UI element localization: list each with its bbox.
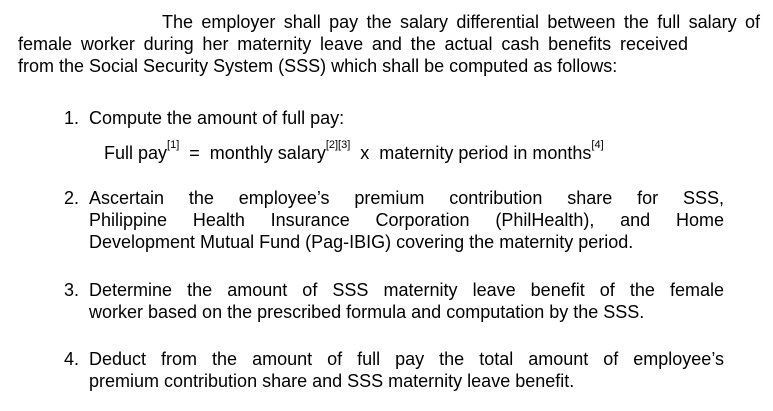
formula-equals: =: [189, 143, 200, 163]
step-number: 2.: [64, 188, 80, 208]
formula-term-full-pay: Full pay: [104, 143, 168, 163]
footnote-ref: [2][3]: [325, 139, 351, 151]
step-text: [89, 107, 724, 129]
step-text: [89, 187, 724, 253]
intro-line: The employer shall pay the salary differential between the full salary of: [162, 12, 760, 32]
step-line: Philippine Health Insurance Corporation (PhilHealth), and Home: [89, 210, 724, 230]
step-number: 4.: [64, 349, 80, 369]
step-text: [89, 279, 724, 323]
intro-paragraph: [18, 11, 760, 77]
step-number: 3.: [64, 280, 80, 300]
full-pay-formula: [104, 139, 604, 164]
step-text: [89, 348, 724, 392]
formula-term-monthly-salary: monthly salary: [209, 143, 326, 163]
step-line: Determine the amount of SSS maternity leave benefit of the female: [89, 280, 724, 300]
step-line: Compute the amount of full pay:: [89, 108, 345, 128]
intro-line: from the Social Security System (SSS) which shall be computed as follows:: [18, 56, 618, 76]
step-line: Deduct from the amount of full pay the total amount of employee’s: [89, 349, 724, 369]
formula-operator: x: [360, 143, 370, 163]
step-number: 1.: [64, 108, 80, 128]
footnote-ref: [4]: [591, 139, 604, 151]
step-line: worker based on the prescribed formula and computation by the SSS.: [89, 302, 645, 322]
formula-term-maternity-period: maternity period in months: [379, 143, 592, 163]
intro-line: female worker during her maternity leave and the actual cash benefits received: [18, 34, 688, 54]
step-line: Ascertain the employee’s premium contribution share for SSS,: [89, 188, 724, 208]
footnote-ref: [1]: [167, 139, 180, 151]
step-line: Development Mutual Fund (Pag-IBIG) covering the maternity period.: [89, 232, 634, 252]
step-line: premium contribution share and SSS maternity leave benefit.: [89, 371, 575, 391]
